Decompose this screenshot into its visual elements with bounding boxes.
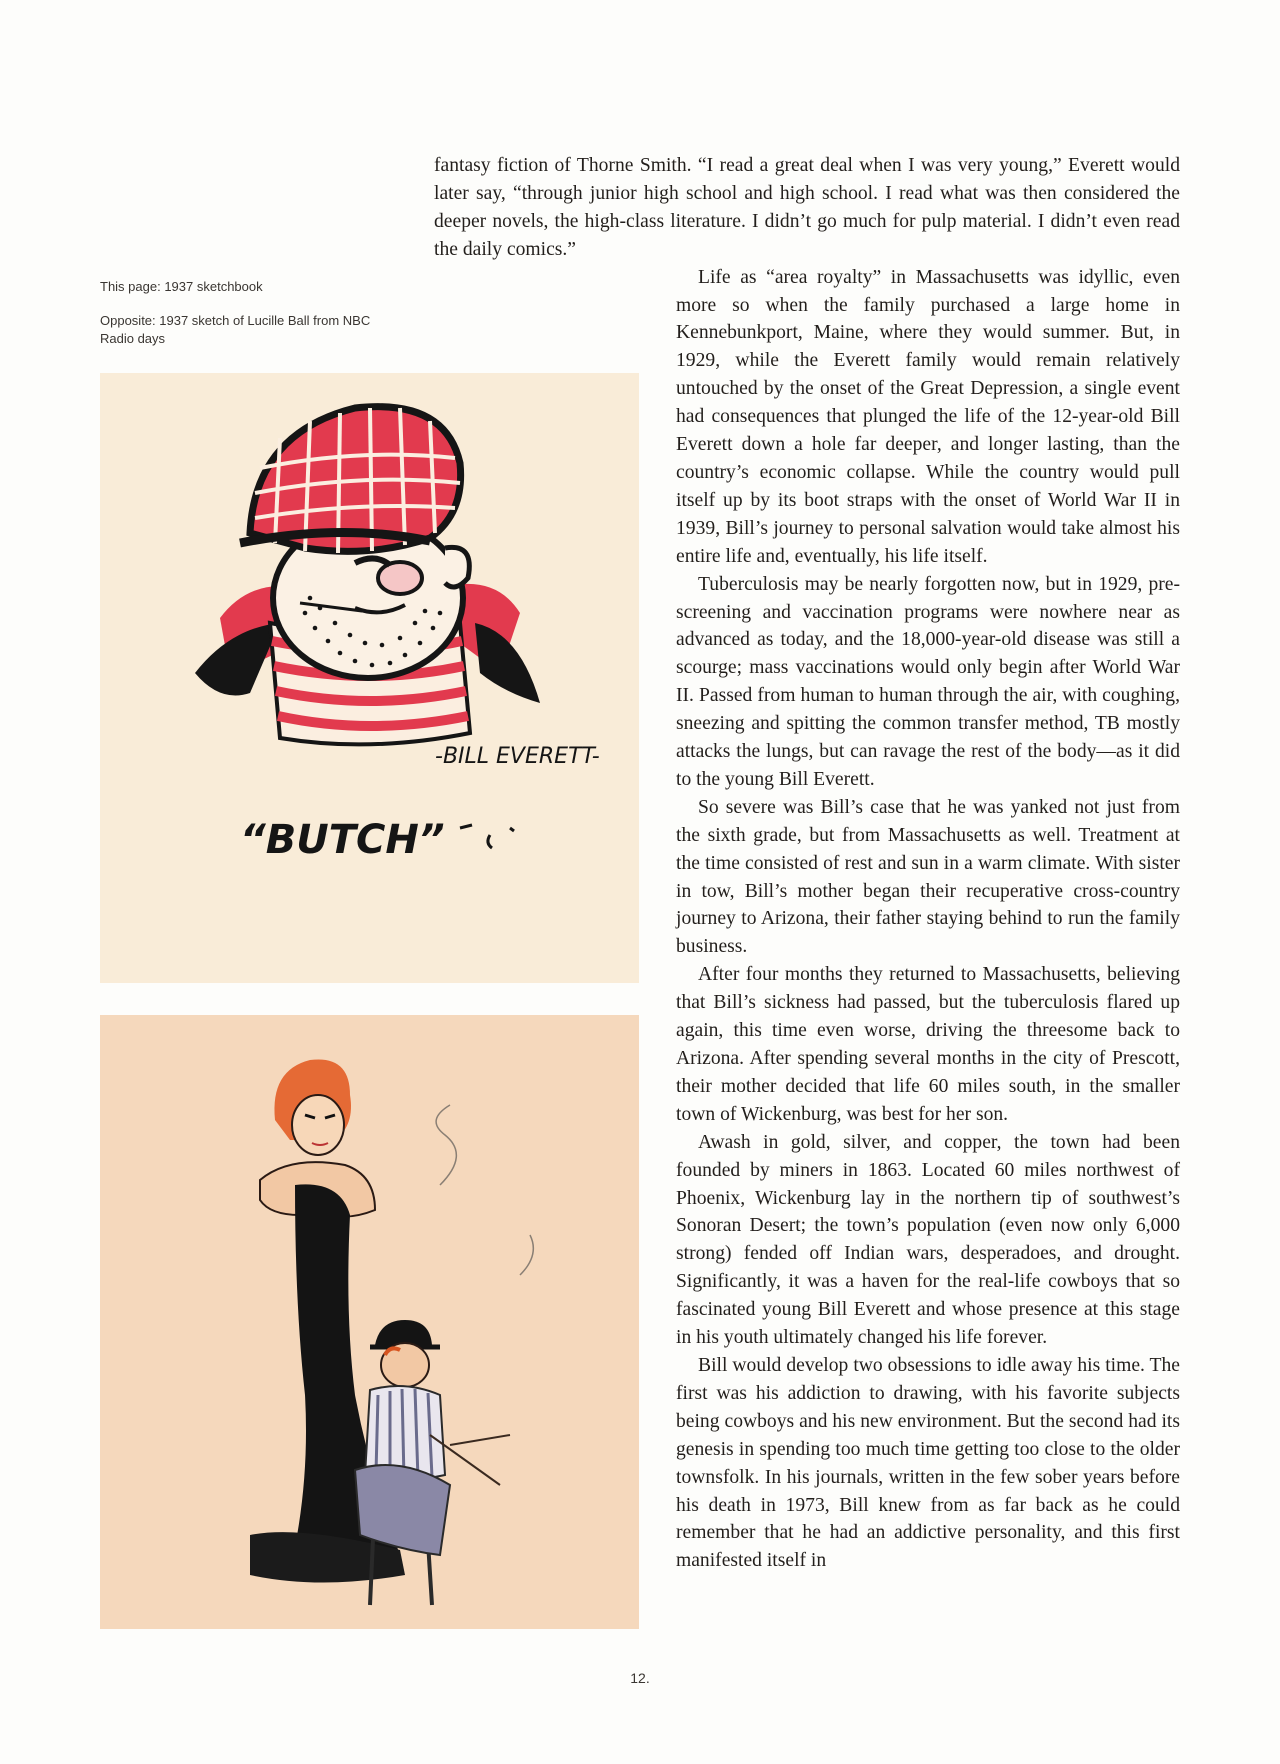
- sketch-signature: -BILL EVERETT-: [435, 744, 600, 769]
- body-paragraph: Tuberculosis may be nearly forgotten now, but in 1929, pre-screening and vaccination programs were nowhere near as advanced as today, and the 18,000-year-old disease was still a scourge; mass vaccinations would only begin after World War II. Passed from human to human through the air, with coughing, sneezing and spitting the common transfer method, TB mostly attacks the lungs, but can ravage the rest of the body—as it did to the young Bill Everett.: [676, 573, 1180, 790]
- body-paragraph: Awash in gold, silver, and copper, the town had been founded by miners in 1863. Located 60 miles northwest of Phoenix, Wickenburg lay in the northern tip of southwest’s Sonoran Desert; the town’s population (even now only 6,000 strong) fended off Indian wars, desperadoes, and drought. Significantly, it was a haven for the real-life cowboys that so fascinated young Bill Everett and whose presence at this stage in his youth ultimately changed his life forever.: [676, 1131, 1180, 1349]
- body-paragraph: Life as “area royalty” in Massachusetts was idyllic, even more so when the family purchased a large home in Kennebunkport, Maine, where they would summer. But, in 1929, while the Everett family would remain relatively untouched by the onset of the Great Depression, a single event had consequences that plunged the life of the 12-year-old Bill Everett down a hole far deeper, and longer lasting, than the country’s economic collapse. While the country would pull itself up by its boot straps with the onset of World War II in 1939, Bill’s journey to personal salvation would take almost his entire life and, eventually, his life itself.: [676, 266, 1180, 567]
- image-column-spacer: [434, 319, 676, 1699]
- body-paragraph: fantasy fiction of Thorne Smith. “I read a great deal when I was very young,” Everett would later say, “through junior high school and high school. I read what was then considered the deeper novels, the high-class literature. I didn’t go much for pulp material. I didn’t even read the daily comics.”: [434, 155, 1180, 260]
- caption-opposite: Opposite: 1937 sketch of Lucille Ball from NBC Radio days: [100, 313, 371, 346]
- body-paragraph: So severe was Bill’s case that he was yanked not just from the sixth grade, but from Massachusetts as well. Treatment at the time consisted of rest and sun in a warm climate. With sister in tow, Bill’s mother began their recuperative cross-country journey to Arizona, their father staying behind to run the family business.: [676, 796, 1180, 958]
- captions: [100, 278, 400, 364]
- article-body: [434, 152, 1180, 1699]
- body-paragraph: Bill would develop two obsessions to idle away his time. The first was his addiction to drawing, with his favorite subjects being cowboys and his new environment. But the second had its genesis in spending too much time getting too close to the older townsfolk. In his journals, written in the few sober years before his death in 1973, Bill knew from as far back as he could remember that he had an addictive personality, and this first manifested itself in: [676, 1354, 1180, 1572]
- sketch-title: “BUTCH”: [240, 817, 445, 863]
- caption-this-page: This page: 1937 sketchbook: [100, 279, 263, 294]
- page-number: 12.: [630, 1670, 650, 1686]
- body-paragraph: After four months they returned to Massachusetts, believing that Bill’s sickness had passed, but the tuberculosis flared up again, this time even worse, driving the threesome back to Arizona. After spending several months in the city of Prescott, their mother decided that life 60 miles south, in the smaller town of Wickenburg, was best for her son.: [676, 964, 1180, 1125]
